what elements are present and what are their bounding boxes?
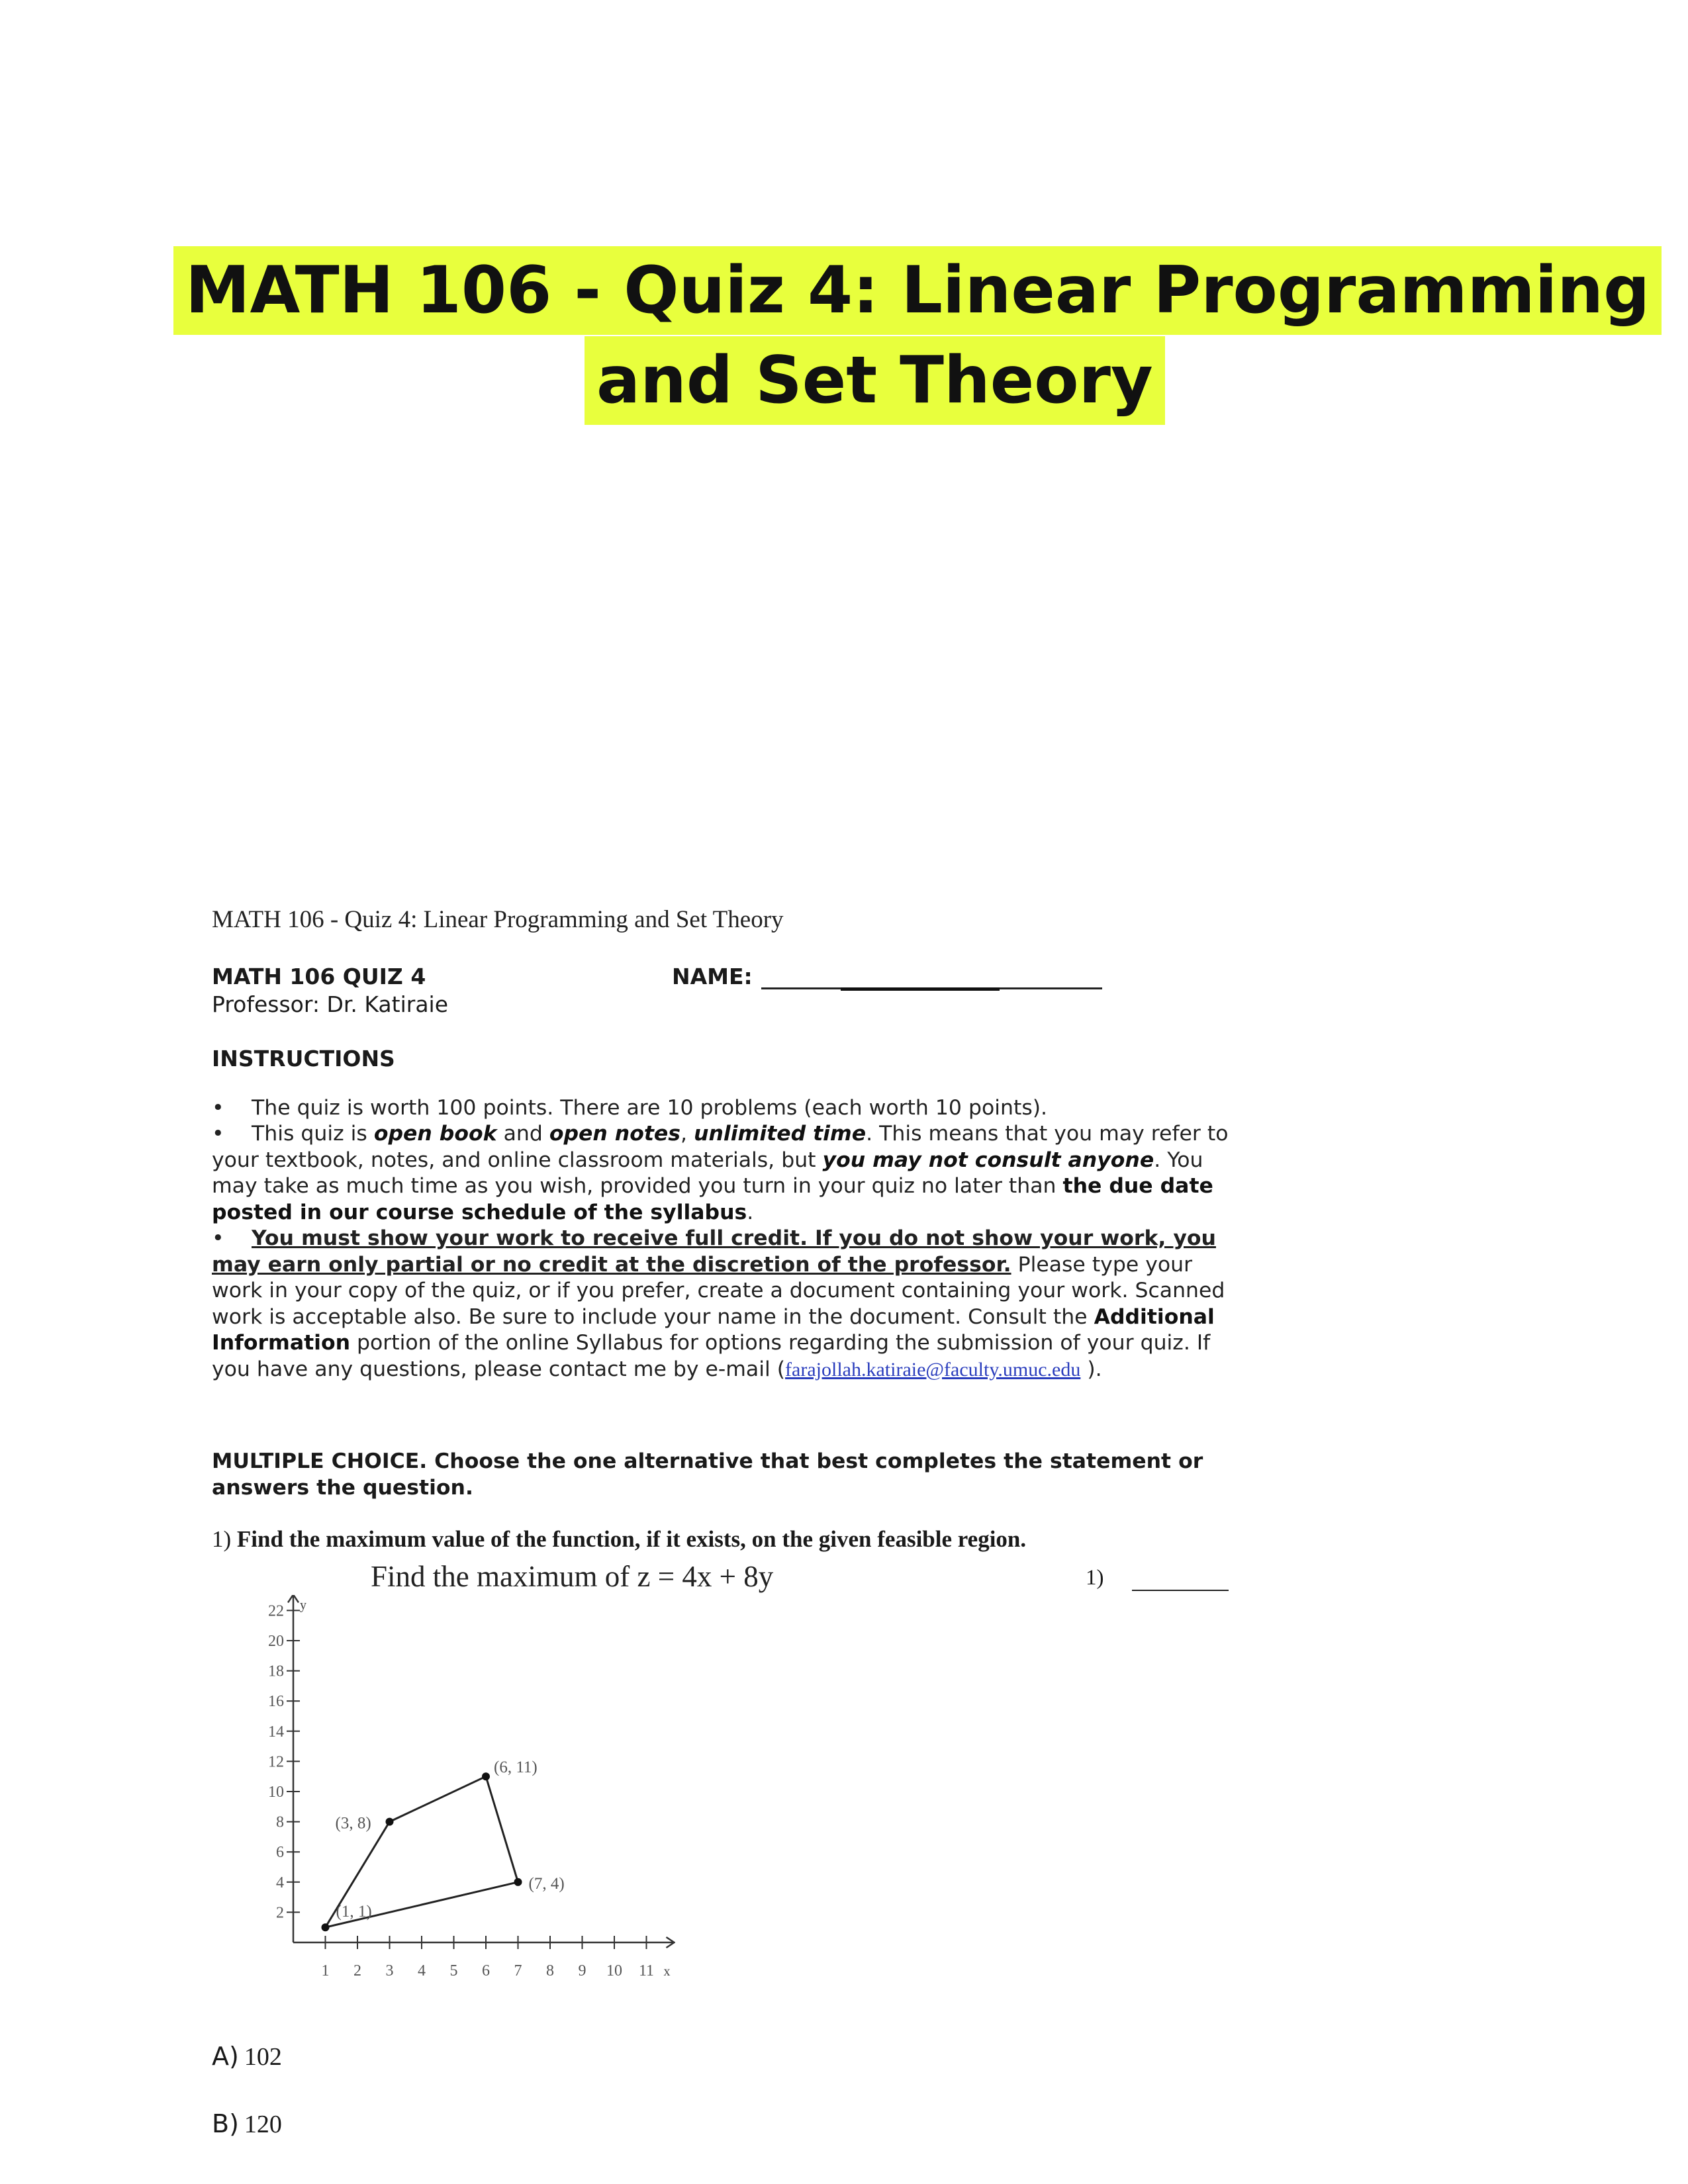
x-tick-label: 9 — [578, 1962, 586, 1979]
bullet-icon: • — [212, 1096, 224, 1120]
vertices — [322, 1758, 565, 1931]
answer-number: 1) — [1086, 1566, 1104, 1590]
email-link[interactable]: farajollah.katiraie@faculty.umuc.edu — [785, 1358, 1081, 1381]
x-tick-label: 5 — [449, 1962, 458, 1979]
x-tick-label: 4 — [418, 1962, 426, 1979]
y-tick-label: 8 — [276, 1813, 284, 1831]
x-tick-label: 11 — [638, 1962, 655, 1979]
x-tick-label: 7 — [514, 1962, 522, 1979]
x-tick-label: 10 — [606, 1962, 622, 1979]
axes — [288, 1595, 675, 1979]
vertex-label: (3, 8) — [335, 1814, 371, 1833]
x-tick-label: 3 — [385, 1962, 394, 1979]
instructions-heading: INSTRUCTIONS — [212, 1046, 395, 1071]
instruction-bullet-1: • The quiz is worth 100 points. There are 10 problems (each worth 10 points). — [212, 1095, 1244, 1122]
professor: Professor: Dr. Katiraie — [212, 991, 449, 1017]
quiz-id: MATH 106 QUIZ 4 — [212, 964, 426, 989]
vertex-point — [386, 1818, 394, 1826]
x-axis-label: x — [663, 1964, 671, 1979]
bullet-icon: • — [212, 1226, 224, 1250]
vertex-point — [322, 1923, 330, 1931]
name-label: NAME: — [672, 964, 753, 989]
y-tick-label: 20 — [268, 1633, 284, 1650]
y-tick-label: 16 — [268, 1693, 284, 1711]
name-blank-bold — [841, 987, 1000, 991]
y-tick-label: 22 — [268, 1602, 284, 1620]
y-tick-label: 10 — [268, 1784, 284, 1801]
y-axis-label: y — [300, 1598, 306, 1613]
x-tick-label: 2 — [353, 1962, 361, 1979]
answer-choice-b[interactable]: B) 120 — [212, 2109, 282, 2138]
title-line-1: MATH 106 - Quiz 4: Linear Programming — [173, 246, 1662, 335]
running-head: MATH 106 - Quiz 4: Linear Programming and Set Theory — [212, 906, 784, 933]
instruction-bullet-2: • This quiz is open book and open notes, unlimited time. This means that you may refer to your textbook, notes, and online classroom materials, but you may not consult anyone. You may take as much time as you wish, provided you turn in your quiz no later than the due date posted in our course schedule of the syllabus. — [212, 1122, 1229, 1224]
feasible-region-graph — [212, 1595, 675, 2019]
y-tick-label: 14 — [268, 1723, 284, 1741]
y-tick-label: 6 — [276, 1844, 284, 1862]
instruction-bullet-3: • You must show your work to receive full credit. If you do not show your work, you may earn only partial or no credit at the discretion of the professor. Please type your work in your copy of the quiz, or if you prefer, create a document containing your work. Scanned work is acceptable also. Be sure to include your name in the document. Consult the Additional Information portion of the online Syllabus for options regarding the submission of your quiz. If you have any questions, please contact me by e-mail (farajollah.katiraie@faculty.umuc.edu ). — [212, 1226, 1225, 1381]
vertex-point — [514, 1878, 522, 1886]
vertex-label: (1, 1) — [336, 1903, 372, 1921]
question-1-objective: Find the maximum of z = 4x + 8y — [371, 1560, 774, 1593]
x-tick-label: 8 — [546, 1962, 554, 1979]
answer-choice-a[interactable]: A) 102 — [212, 2042, 282, 2071]
title-line-2: and Set Theory — [585, 336, 1165, 425]
question-1: 1) Find the maximum value of the function, if it exists, on the given feasible region. — [212, 1526, 1027, 1552]
vertex-label: (7, 4) — [528, 1874, 565, 1893]
x-tick-label: 1 — [321, 1962, 330, 1979]
answer-blank — [1132, 1590, 1229, 1591]
y-tick-label: 4 — [276, 1874, 284, 1891]
vertex-label: (6, 11) — [494, 1758, 538, 1777]
y-tick-label: 12 — [268, 1753, 284, 1771]
bullet-icon: • — [212, 1122, 224, 1146]
multiple-choice-heading: MULTIPLE CHOICE. Choose the one alternative that best completes the statement or answers the question. — [212, 1449, 1203, 1500]
y-tick-label: 2 — [276, 1904, 284, 1922]
y-tick-label: 18 — [268, 1662, 284, 1680]
vertex-point — [482, 1772, 490, 1780]
y-ticks — [268, 1602, 300, 1921]
x-tick-label: 6 — [482, 1962, 490, 1979]
